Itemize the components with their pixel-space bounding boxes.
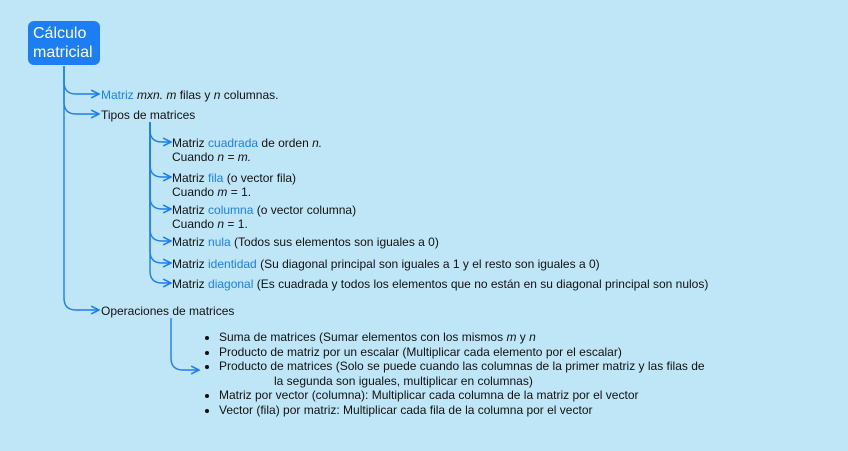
node-matriz-cuadrada[interactable]: Matriz cuadrada de orden n. Cuando n = m. [172,136,323,164]
node-matriz-diagonal[interactable]: Matriz diagonal (Es cuadrada y todos los elementos que no están en su diagonal principal son nulos) [172,277,709,291]
op-vector-por-matriz: • Vector (fila) por matriz: Multiplicar cada fila de la columna por el vector [219,403,705,418]
node-matriz-nula[interactable]: Matriz nula (Todos sus elementos son iguales a 0) [172,235,439,249]
term-matriz: Matriz [101,88,134,102]
op-matriz-por-vector: • Matriz por vector (columna): Multiplicar cada columna de la matriz por el vector [219,388,705,403]
keyword-diagonal: diagonal [208,277,254,291]
op-producto-escalar: • Producto de matriz por un escalar (Multiplicar cada elemento por el escalar) [219,345,705,360]
keyword-columna: columna [208,203,254,217]
node-matriz-dimensiones[interactable]: Matriz mxn. m filas y n columnas. [101,88,279,102]
root-title-line2: matricial [33,44,93,61]
operations-list[interactable] [203,330,705,418]
keyword-fila: fila [208,171,224,185]
keyword-identidad: identidad [208,257,257,271]
node-matriz-fila[interactable]: Matriz fila (o vector fila) Cuando m = 1. [172,171,297,199]
node-operaciones-de-matrices[interactable]: Operaciones de matrices [101,304,235,318]
node-matriz-identidad[interactable]: Matriz identidad (Su diagonal principal son iguales a 1 y el resto son iguales a 0) [172,257,600,271]
node-matriz-columna[interactable]: Matriz columna (o vector columna) Cuando n = 1. [172,203,357,231]
root-title-line1: Cálculo [33,25,87,42]
keyword-nula: nula [208,235,231,249]
keyword-cuadrada: cuadrada [208,136,259,150]
node-tipos-de-matrices[interactable]: Tipos de matrices [101,108,196,122]
op-suma: • Suma de matrices (Sumar elementos con los mismos m y n [219,330,705,345]
op-producto-matrices: • Producto de matrices (Solo se puede cuando las columnas de la primer matriz y las filas de la segunda son iguales, multiplicar en columnas) [219,359,705,388]
root-node[interactable] [28,21,100,65]
